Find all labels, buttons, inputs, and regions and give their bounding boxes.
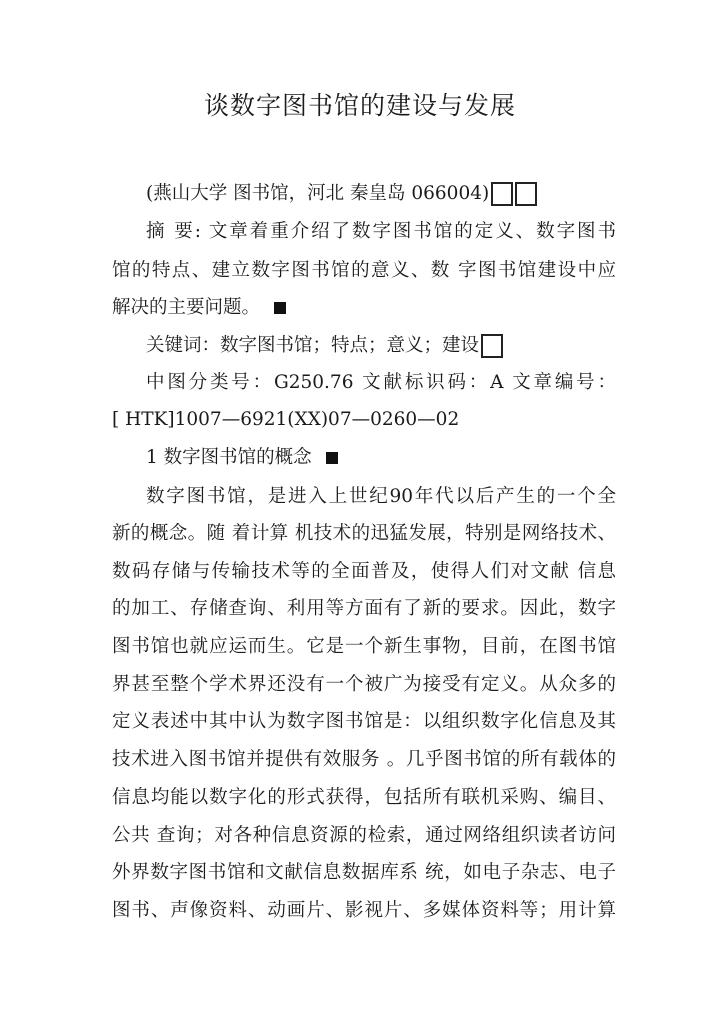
body-line: 图书馆也就应运而生。它是一个新生事物，目前，在图书馆: [112, 636, 616, 657]
classification-line-1: 中图分类号：G250.76 文献标识码：A 文章编号：: [146, 372, 616, 393]
section-heading: [146, 445, 338, 471]
abstract-line-3: [112, 295, 286, 321]
classification-line-2: [ HTK]1007—6921(XX)07—0260—02: [112, 409, 460, 430]
body-line: 图书、声像资料、动画片、影视片、多媒体资料等；用计算: [112, 900, 616, 921]
body-line: 技术进入图书馆并提供有效服务 。几乎图书馆的所有载体的: [112, 749, 616, 770]
affiliation-text: (燕山大学 图书馆，河北 秦皇岛 066004): [146, 183, 490, 204]
black-square-icon: [326, 452, 338, 464]
body-line: 信息均能以数字化的形式获得，包括所有联机采购、编目、: [112, 787, 616, 808]
body-line: 外界数字图书馆和文献信息数据库系 统，如电子杂志、电子: [112, 862, 616, 883]
section-heading-text: 1 数字图书馆的概念: [146, 447, 312, 468]
keywords-line: [146, 333, 503, 359]
body-line: 新的概念。随 着计算 机技术的迅猛发展，特别是网络技术、: [112, 523, 616, 544]
body-line: 数码存储与传输技术等的全面普及，使得人们对文献 信息: [112, 561, 616, 582]
abstract-line-2: 馆的特点、建立数字图书馆的意义、数 字图书馆建设中应: [112, 260, 616, 281]
abstract-line-1: 摘 要: 文章着重介绍了数字图书馆的定义、数字图书: [146, 221, 616, 242]
body-line: 数字图书馆，是进入上世纪90年代以后产生的一个全: [146, 486, 616, 507]
article-title: 谈数字图书馆的建设与发展: [203, 91, 516, 120]
placeholder-box: [515, 182, 537, 206]
body-line: 的加工、存储查询、利用等方面有了新的要求。因此，数字: [112, 598, 616, 619]
abstract-line-3-text: 解决的主要问题。: [112, 297, 261, 318]
affiliation-line: [146, 181, 537, 207]
placeholder-box: [481, 334, 503, 358]
body-line: 公共 查询；对各种信息资源的检索，通过网络组织读者访问: [112, 825, 616, 846]
placeholder-box: [491, 182, 513, 206]
body-line: 定义表述中其中认为数字图书馆是：以组织数字化信息及其: [112, 711, 616, 732]
keywords-text: 关键词：数字图书馆；特点；意义；建设: [146, 335, 480, 356]
black-square-icon: [274, 302, 286, 314]
body-line: 界甚至整个学术界还没有一个被广为接受有定义。从众多的: [112, 674, 616, 695]
